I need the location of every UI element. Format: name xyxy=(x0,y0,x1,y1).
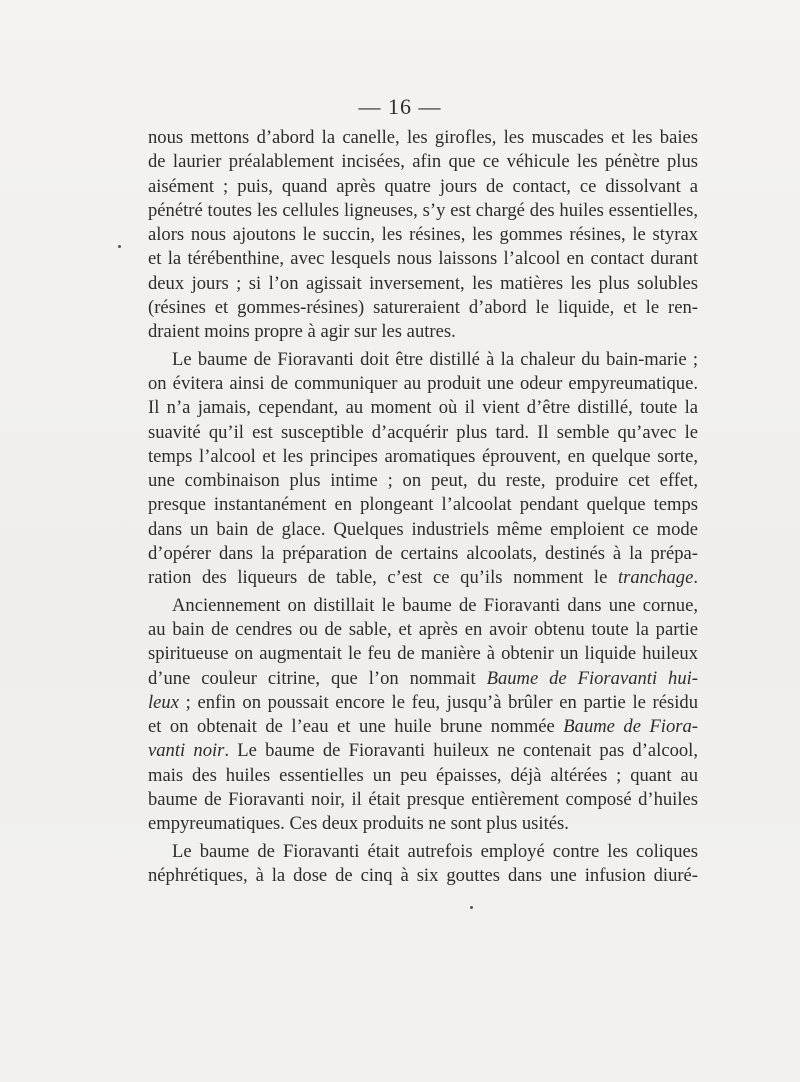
text-run: . xyxy=(693,567,698,589)
text-line: on évitera ainsi de communiquer au produit une odeur empyreumatique. xyxy=(148,372,698,394)
italic-term: tranchage xyxy=(617,567,694,589)
paragraph-1 xyxy=(148,126,698,345)
page-number: — 16 — xyxy=(358,94,442,119)
text-line: au bain de cendres ou de sable, et après en avoir obtenu toute la partie xyxy=(148,618,698,640)
italic-term: vanti noir xyxy=(148,740,225,762)
text-line: nous mettons d’abord la canelle, les girofles, les muscades et les baies xyxy=(148,127,698,148)
text-line: dans un bain de glace. Quelques industriels même emploient ce mode xyxy=(148,518,698,540)
text-line: alors nous ajoutons le succin, les résines, les gommes résines, le styrax xyxy=(148,224,698,246)
text-run: et on obtenait de l’eau et une huile brune nommée xyxy=(148,716,564,738)
text-run: ration des liqueurs de table, c’est ce qu’ils nomment le xyxy=(148,567,618,589)
text-run: d’une couleur citrine, que l’on nommait xyxy=(148,667,487,689)
body-text xyxy=(148,126,698,888)
text-line: une combinaison plus intime ; on peut, du reste, produire cet effet, xyxy=(148,470,698,492)
text-run: . Le baume de Fioravanti huileux ne contenait pas d’alcool, xyxy=(224,740,698,762)
text-line: (résines et gommes-résines) satureraient d’abord le liquide, et le ren- xyxy=(148,297,698,319)
italic-term: leux xyxy=(148,691,179,713)
text-line: empyreumatiques. Ces deux produits ne sont plus usités. xyxy=(148,813,569,835)
text-line: pénétré toutes les cellules ligneuses, s’y est chargé des huiles essentielles, xyxy=(148,199,698,221)
text-line xyxy=(148,566,698,590)
text-line xyxy=(148,667,698,691)
margin-speck xyxy=(118,245,121,248)
text-line: suavité qu’il est susceptible d’acquérir plus tard. Il semble qu’avec le xyxy=(148,421,698,443)
text-line xyxy=(148,691,698,715)
paragraph-2 xyxy=(148,348,698,591)
text-line: néphrétiques, à la dose de cinq à six gouttes dans une infusion diuré- xyxy=(148,864,698,886)
text-line: Le baume de Fioravanti doit être distillé à la chaleur du bain-marie ; xyxy=(172,348,698,370)
text-line: Il n’a jamais, cependant, au moment où il vient d’être distillé, toute la xyxy=(148,397,698,419)
bottom-speck xyxy=(470,906,473,909)
text-run: ; enfin on poussait encore le feu, jusqu’à brûler en partie le résidu xyxy=(178,691,698,713)
text-line: spiritueuse on augmentait le feu de manière à obtenir un liquide huileux xyxy=(148,643,698,665)
paragraph-4 xyxy=(148,840,698,889)
text-line: presque instantanément en plongeant l’alcoolat pendant quelque temps xyxy=(148,494,698,516)
text-line: de laurier préalablement incisées, afin que ce véhicule les pénètre plus xyxy=(148,151,698,173)
paragraph-3 xyxy=(148,594,698,837)
text-line xyxy=(148,739,698,763)
italic-term: Baume de Fioravanti hui- xyxy=(486,667,698,689)
text-line: baume de Fioravanti noir, il était presque entièrement composé d’huiles xyxy=(148,789,698,811)
text-line: mais des huiles essentielles un peu épaisses, déjà altérées ; quant au xyxy=(148,764,698,786)
text-line: et la térébenthine, avec lesquels nous laissons l’alcool en contact durant xyxy=(148,248,698,270)
text-line: aisément ; puis, quand après quatre jours de contact, ce dissolvant a xyxy=(148,175,698,197)
text-line: draient moins propre à agir sur les autres. xyxy=(148,321,456,343)
text-line xyxy=(148,715,698,739)
text-line: deux jours ; si l’on agissait inversement, les matières les plus solubles xyxy=(148,272,698,294)
text-line: d’opérer dans la préparation de certains alcoolats, destinés à la prépa- xyxy=(148,543,698,565)
italic-term: Baume de Fiora- xyxy=(563,716,698,738)
text-line: temps l’alcool et les principes aromatiques éprouvent, en quelque sorte, xyxy=(148,445,698,467)
text-line: Le baume de Fioravanti était autrefois employé contre les coliques xyxy=(172,840,698,862)
text-line: Anciennement on distillait le baume de Fioravanti dans une cornue, xyxy=(172,594,698,616)
